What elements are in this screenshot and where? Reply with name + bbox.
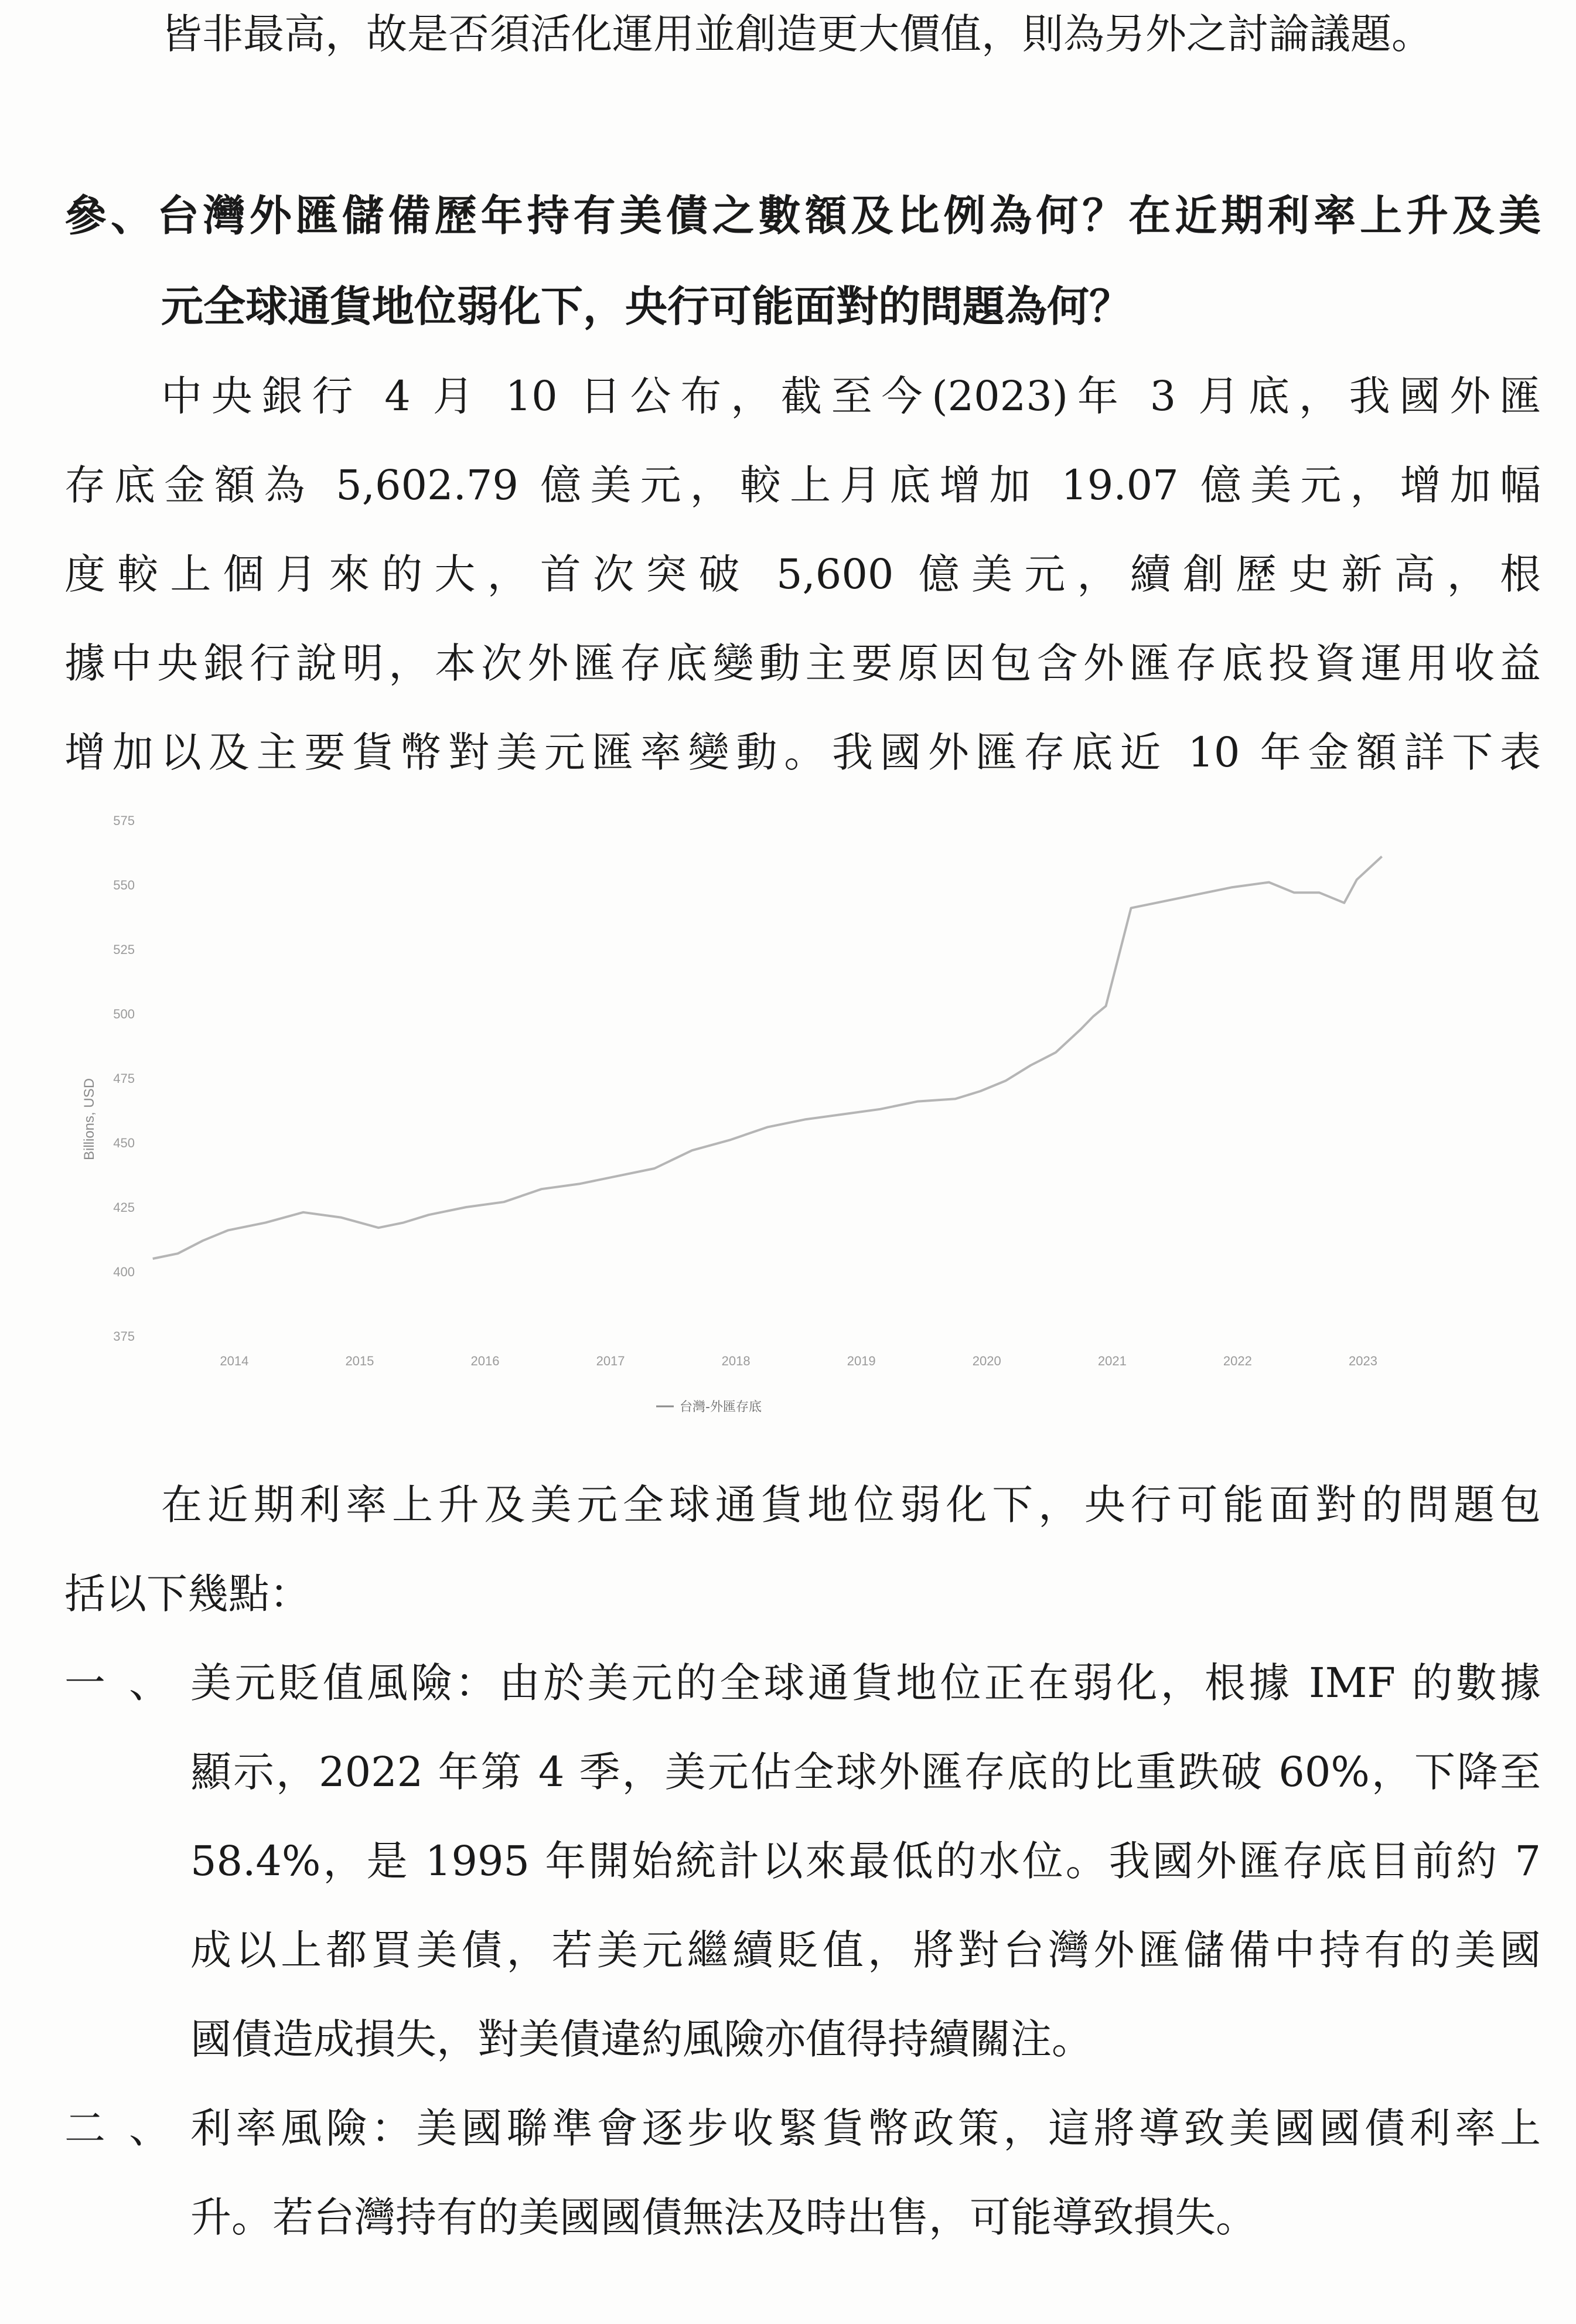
list-item-1-line5: 國債造成損失，對美債違約風險亦值得持續關注。: [190, 2015, 1093, 2063]
list-item-1-line4: 成以上都買美債，若美元繼續貶值，將對台灣外匯儲備中持有的美國: [190, 1926, 1541, 1974]
para1-line1: 中央銀行 4 月 10 日公布，截至今(2023)年 3 月底，我國外匯: [161, 372, 1541, 420]
fx-reserves-chart: [70, 809, 1430, 1430]
x-tick-label: 2017: [596, 1354, 625, 1368]
x-tick-label: 2014: [220, 1354, 249, 1368]
y-tick-label: 475: [113, 1071, 135, 1086]
para1-line5: 增加以及主要貨幣對美元匯率變動。我國外匯存底近 10 年金額詳下表: [64, 728, 1541, 776]
x-tick-label: 2018: [721, 1354, 751, 1368]
y-tick-label: 525: [113, 942, 135, 957]
para2-line2: 括以下幾點：: [64, 1570, 311, 1618]
list-item-2-marker: 二、: [64, 2104, 193, 2152]
legend-label: 台灣-外匯存底: [680, 1400, 762, 1415]
y-axis-label: Billions, USD: [81, 1078, 97, 1161]
list-item-2-line2: 升。若台灣持有的美國國債無法及時出售，可能導致損失。: [190, 2193, 1257, 2241]
x-tick-label: 2021: [1097, 1354, 1127, 1368]
list-item-2-line1: 利率風險：美國聯準會逐步收緊貨幣政策，這將導致美國國債利率上: [190, 2104, 1541, 2152]
section-heading-line2: 元全球通貨地位弱化下，央行可能面對的問題為何？: [161, 281, 1132, 331]
y-tick-label: 400: [113, 1265, 135, 1279]
x-tick-label: 2016: [470, 1354, 500, 1368]
section-heading-line1: 參、台灣外匯儲備歷年持有美債之數額及比例為何？在近期利率上升及美: [64, 190, 1541, 240]
list-item-1-line1: 美元貶值風險：由於美元的全球通貨地位正在弱化，根據 IMF 的數據: [190, 1659, 1541, 1707]
top-line: 皆非最高，故是否須活化運用並創造更大價值，則為另外之討論議題。: [161, 10, 1432, 58]
y-tick-label: 575: [113, 813, 135, 828]
x-tick-label: 2019: [847, 1354, 876, 1368]
y-tick-label: 375: [113, 1329, 135, 1344]
legend: [656, 1400, 762, 1415]
y-tick-label: 550: [113, 878, 135, 892]
y-tick-label: 450: [113, 1136, 135, 1150]
list-item-1-marker: 一、: [64, 1659, 193, 1707]
x-tick-label: 2015: [345, 1354, 374, 1368]
para1-line4: 據中央銀行說明，本次外匯存底變動主要原因包含外匯存底投資運用收益: [64, 639, 1541, 687]
list-item-1-line3: 58.4%，是 1995 年開始統計以來最低的水位。我國外匯存底目前約 7: [190, 1837, 1541, 1885]
chart-svg: [70, 809, 1430, 1430]
y-tick-label: 425: [113, 1200, 135, 1215]
x-tick-label: 2020: [972, 1354, 1001, 1368]
y-tick-label: 500: [113, 1007, 135, 1021]
para1-line2: 存底金額為 5,602.79 億美元，較上月底增加 19.07 億美元，增加幅: [64, 461, 1541, 509]
para1-line3: 度較上個月來的大，首次突破 5,600 億美元，續創歷史新高，根: [64, 550, 1541, 598]
para2-line1: 在近期利率上升及美元全球通貨地位弱化下，央行可能面對的問題包: [161, 1481, 1541, 1529]
x-tick-label: 2023: [1349, 1354, 1377, 1368]
x-tick-label: 2022: [1223, 1354, 1252, 1368]
list-item-1-line2: 顯示，2022 年第 4 季，美元佔全球外匯存底的比重跌破 60%，下降至: [190, 1748, 1541, 1796]
series-line-fx-reserves: [153, 857, 1382, 1259]
